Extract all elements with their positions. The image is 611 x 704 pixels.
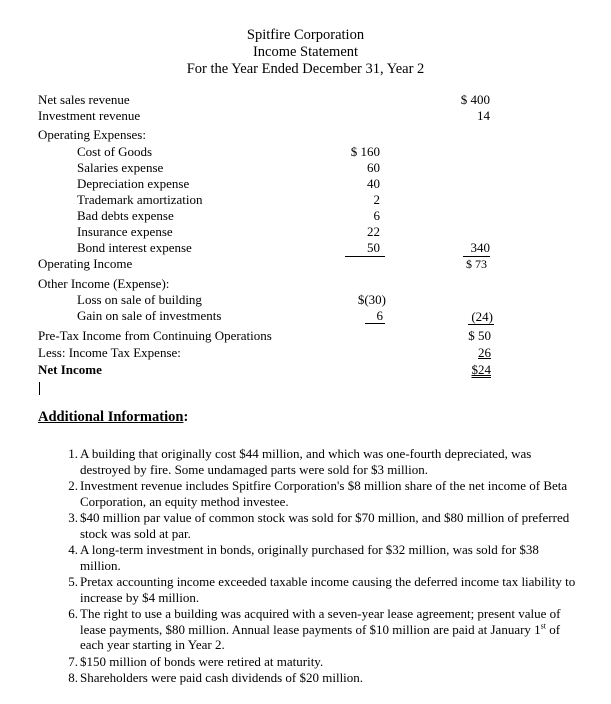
expense-label: Cost of Goods [77, 144, 153, 159]
note-number: 5. [68, 574, 78, 589]
operating-income-label: Operating Income [38, 256, 133, 271]
pretax-value: $ 50 [468, 328, 491, 343]
note-number: 7. [68, 654, 78, 669]
expense-value: $ 160 [350, 144, 380, 159]
expense-label: Bad debts expense [77, 208, 174, 223]
operating-income-value: $ 73 [466, 257, 487, 271]
note-text: $40 million par value of common stock was sold for $70 million, and $80 million of preferred stock was sold at par. [80, 510, 570, 541]
other-total: (24) [471, 309, 493, 324]
list-item [58, 510, 578, 541]
heading-colon: : [183, 409, 189, 425]
tax-label: Less: Income Tax Expense: [38, 345, 181, 360]
expense-value: 60 [367, 160, 380, 175]
other-item-value: 6 [376, 308, 383, 323]
list-item [58, 574, 578, 605]
additional-info-heading [38, 409, 188, 426]
net-income-amount: 24 [478, 362, 491, 377]
other-item-label: Loss on sale of building [77, 292, 202, 307]
note-text: A building that originally cost $44 million, and which was one-fourth depreciated, was destroyed by fire. Some undamaged parts were sold for $3 million. [80, 446, 532, 477]
note-text: A long-term investment in bonds, originally purchased for $32 million, was sold for $38 million. [80, 542, 539, 573]
text-cursor [39, 382, 40, 395]
net-income-value [430, 362, 491, 378]
other-item-label: Gain on sale of investments [77, 308, 222, 323]
investment-revenue-label: Investment revenue [38, 108, 141, 123]
other-income-heading: Other Income (Expense): [38, 276, 170, 291]
expense-value: 6 [373, 208, 380, 223]
other-underline [365, 323, 385, 324]
pretax-label: Pre-Tax Income from Continuing Operations [38, 328, 272, 343]
note-text-part: of each year starting in Year 2. [80, 621, 561, 652]
expense-value: 40 [367, 176, 380, 191]
note-number: 8. [68, 670, 78, 685]
net-sales-label: Net sales revenue [38, 92, 130, 107]
note-text-part: The right to use a building was acquired with a seven-year lease agreement; present value of lease payments, $80 million. Annual lease payments of $10 million are paid at January 1 [80, 606, 561, 637]
expense-value: 22 [367, 224, 380, 239]
other-total-underline [468, 324, 494, 325]
note-number: 4. [68, 542, 78, 557]
expense-value: 50 [367, 240, 380, 255]
list-item [58, 654, 578, 670]
note-number: 3. [68, 510, 78, 525]
note-text: $150 million of bonds were retired at maturity. [80, 654, 324, 669]
operating-expenses-heading: Operating Expenses: [38, 127, 146, 142]
note-number: 6. [68, 606, 78, 621]
list-item [58, 446, 578, 477]
expenses-underline [345, 256, 385, 257]
list-item [58, 606, 578, 653]
expense-label: Trademark amortization [77, 192, 203, 207]
ordinal-suffix: st [540, 621, 547, 631]
note-text [80, 606, 578, 653]
note-number: 2. [68, 478, 78, 493]
list-item [58, 670, 578, 686]
note-number: 1. [68, 446, 78, 461]
heading-text: Additional Information [38, 409, 184, 425]
statement-title: Income Statement [252, 44, 359, 60]
investment-revenue-value: 14 [477, 108, 490, 123]
expense-label: Salaries expense [77, 160, 164, 175]
tax-value: 26 [478, 345, 491, 360]
statement-period: For the Year Ended December 31, Year 2 [186, 61, 425, 77]
note-text: Shareholders were paid cash dividends of $20 million. [80, 670, 364, 685]
list-item [58, 478, 578, 509]
dollar-sign: $ [471, 362, 478, 377]
note-text: Investment revenue includes Spitfire Corporation's $8 million share of the net income of Beta Corporation, an equity method investee. [80, 478, 568, 509]
other-item-value: $(30) [357, 292, 386, 307]
net-income-label: Net Income [38, 362, 102, 377]
list-item [58, 542, 578, 573]
expense-label: Insurance expense [77, 224, 173, 239]
note-text: Pretax accounting income exceeded taxable income causing the deferred income tax liability to increase by $4 million. [80, 574, 576, 605]
net-sales-value: $ 400 [460, 92, 490, 107]
operating-expenses-total: 340 [470, 240, 490, 255]
expense-value: 2 [373, 192, 380, 207]
expense-label: Bond interest expense [77, 240, 192, 255]
company-name: Spitfire Corporation [246, 27, 365, 43]
expense-label: Depreciation expense [77, 176, 190, 191]
